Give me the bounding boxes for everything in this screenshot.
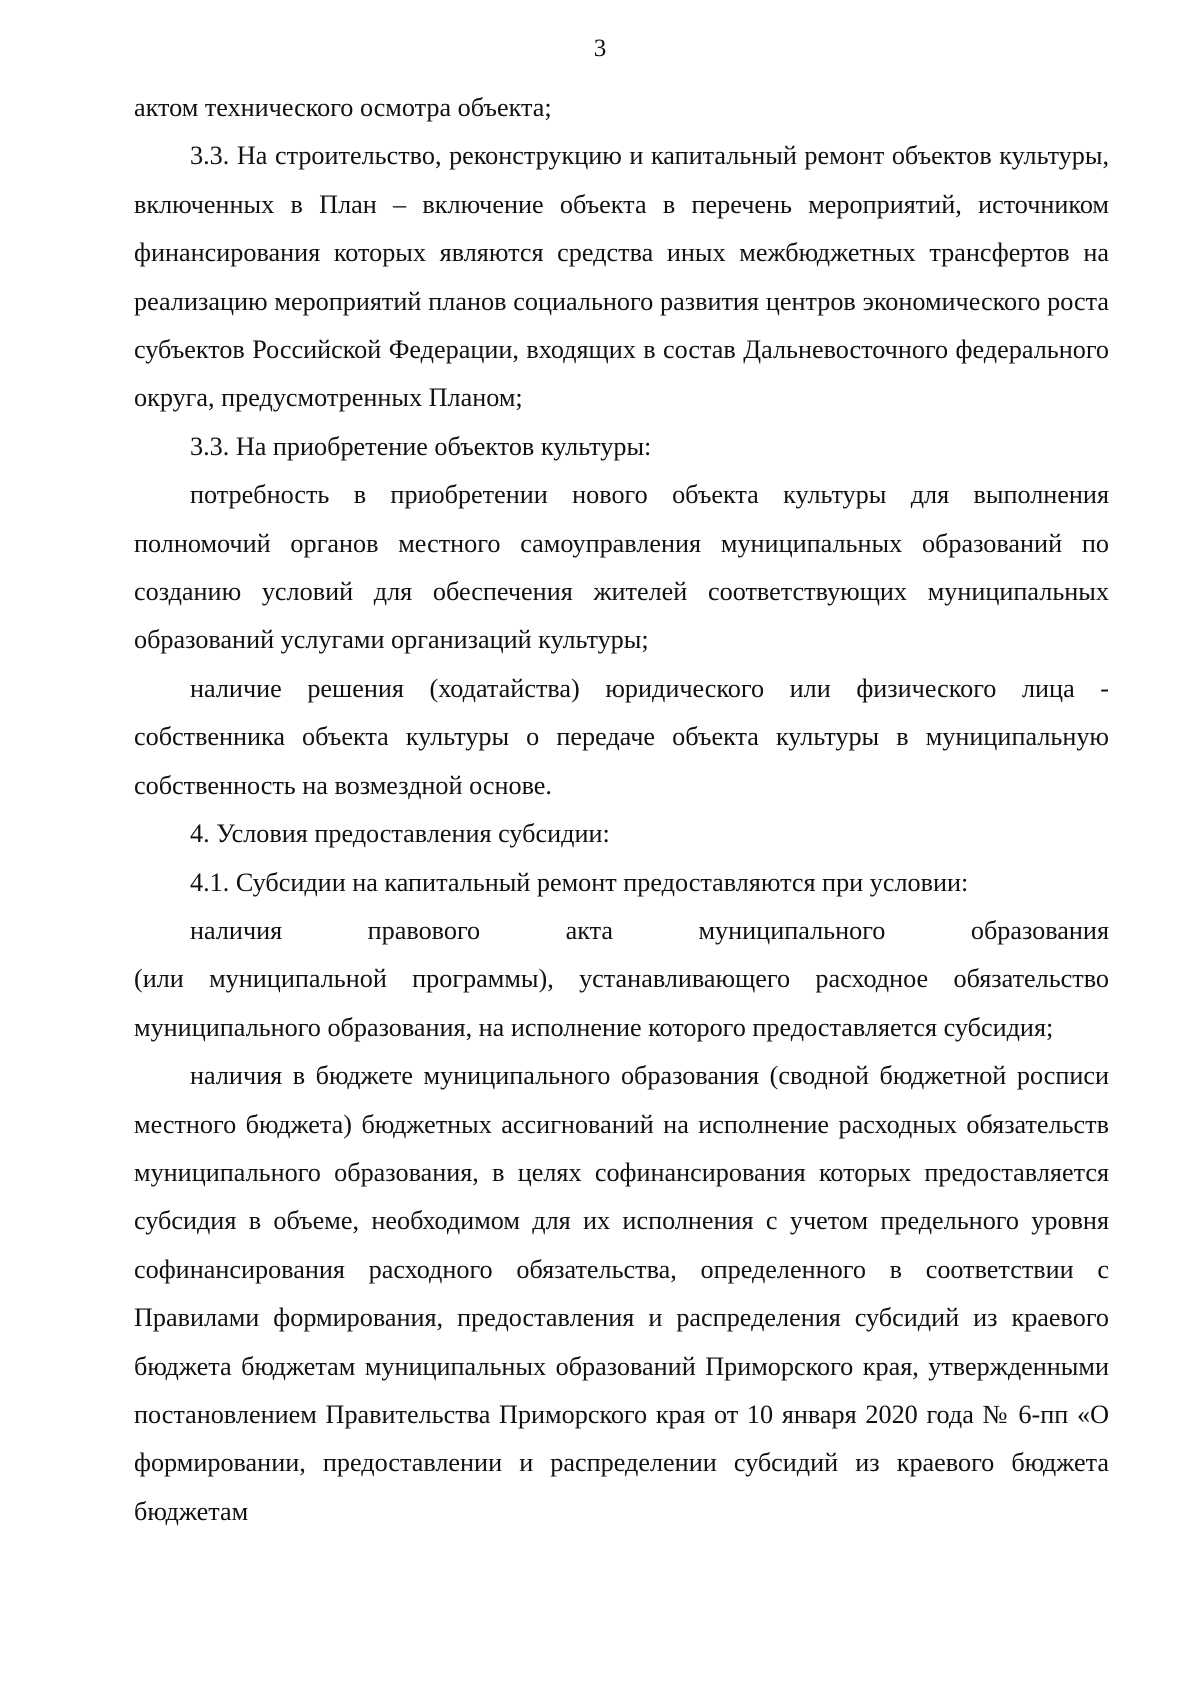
paragraph-continuation: актом технического осмотра объекта; xyxy=(134,93,552,122)
paragraph-4-1: 4.1. Субсидии на капитальный ремонт предоставляются при условии: xyxy=(190,867,969,897)
paragraph-owner-decision: наличие решения (ходатайства) юридического или физического лица - собственника объекта культуры о передаче объекта культуры в муниципальную собственность на возмездной основе. xyxy=(134,673,1109,800)
paragraph-budget-allocations: наличия в бюджете муниципального образования (сводной бюджетной росписи местного бюджета) бюджетных ассигнований на исполнение расходных обязательств муниципального образования, в целях софинансирования которых предоставляется субсидия в объеме, необходимом для их исполнения с учетом предельного уровня софинансирования расходного обязательства, определенного в соответствии с Правилами формирования, предоставления и распределения субсидий из краевого бюджета бюджетам муниципальных образований Приморского края, утвержденными постановлением Правительства Приморского края от 10 января 2020 года № 6-пп «О формировании, предоставлении и распределении субсидий из краевого бюджета бюджетам xyxy=(134,1061,1109,1526)
document-body xyxy=(134,84,1109,1536)
page-number: 3 xyxy=(593,35,607,62)
paragraph-section-4: 4. Условия предоставления субсидии: xyxy=(190,819,610,849)
paragraph-acquisition-need: потребность в приобретении нового объекта культуры для выполнения полномочий органов местного самоуправления муниципальных образований по созданию условий для обеспечения жителей соответствующих муниципальных образований услугами организаций культуры; xyxy=(134,480,1109,655)
paragraph-legal-act-first-line: наличия правового акта муниципального образования xyxy=(190,915,1109,945)
paragraph-3-3-construction: 3.3. На строительство, реконструкцию и капитальный ремонт объектов культуры, включенных в План – включение объекта в перечень мероприятий, источником финансирования которых являются средства иных межбюджетных трансфертов на реализацию мероприятий планов социального развития центров экономического роста субъектов Российской Федерации, входящих в состав Дальневосточного федерального округа, предусмотренных Планом; xyxy=(134,141,1109,413)
paragraph-legal-act-continuation: (или муниципальной программы), устанавливающего расходное обязательство муниципального образования, на исполнение которого предоставляется субсидия; xyxy=(134,964,1109,1042)
paragraph-3-3-acquisition: 3.3. На приобретение объектов культуры: xyxy=(190,431,652,461)
